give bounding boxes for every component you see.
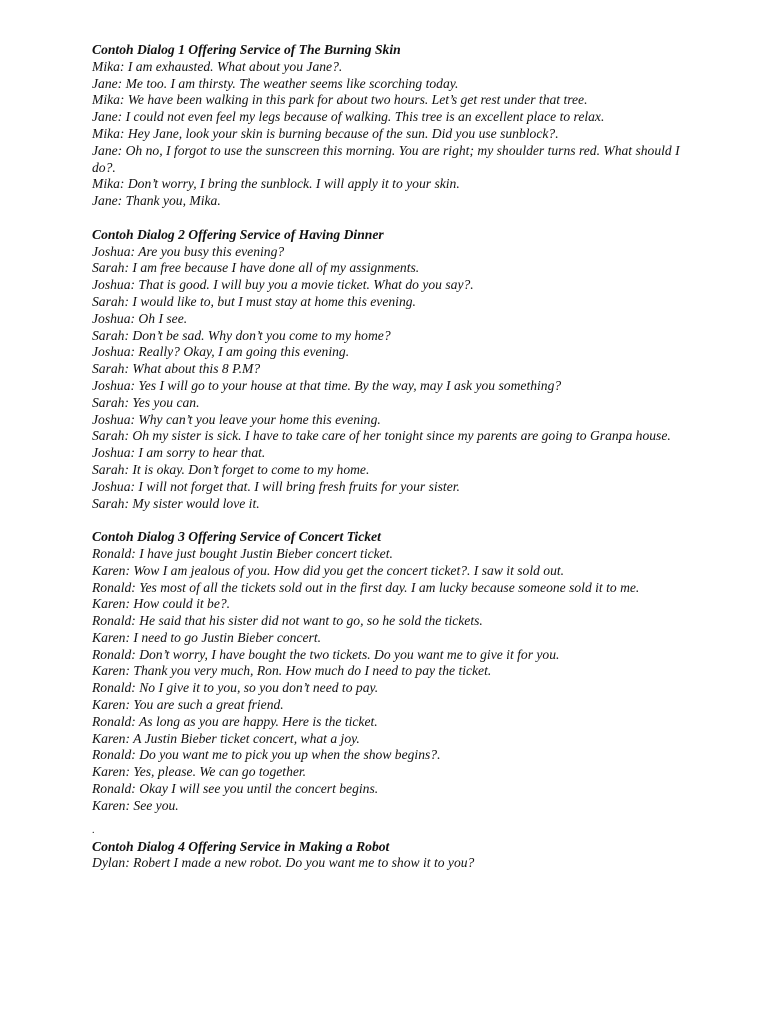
dialog-line: Sarah: It is okay. Don’t forget to come to my home. [92, 461, 370, 477]
dialog-line: Mika: Don’t worry, I bring the sunblock. I will apply it to your skin. [92, 176, 460, 192]
dialog-line: Sarah: Oh my sister is sick. I have to take care of her tonight since my parents are going to Granpa house. [92, 428, 671, 444]
dialog-line: Sarah: What about this 8 P.M? [92, 361, 261, 377]
dialog-line: Sarah: Don’t be sad. Why don’t you come to my home? [92, 327, 391, 343]
dialog-section-2 [92, 227, 692, 513]
dialog-line: Jane: I could not even feel my legs because of walking. This tree is an excellent place to relax. [92, 109, 605, 125]
dialog-line: Joshua: That is good. I will buy you a movie ticket. What do you say?. [92, 277, 474, 293]
dialog-section-3 [92, 529, 692, 815]
dialog-line: Joshua: Why can’t you leave your home this evening. [92, 411, 381, 427]
dialog-line: Sarah: My sister would love it. [92, 495, 260, 511]
dialog-line: Jane: Thank you, Mika. [92, 193, 221, 209]
dialog-line: Karen: Yes, please. We can go together. [92, 764, 307, 780]
dialog-heading: Contoh Dialog 1 Offering Service of The Burning Skin [92, 42, 401, 57]
dialog-line: Joshua: Oh I see. [92, 310, 188, 326]
dialog-line: Mika: Hey Jane, look your skin is burning because of the sun. Did you use sunblock?. [92, 125, 559, 141]
dialog-line: Ronald: Don’t worry, I have bought the two tickets. Do you want me to give it for you. [92, 646, 560, 662]
dialog-line: Ronald: No I give it to you, so you don’t need to pay. [92, 680, 379, 696]
dialog-line: Karen: I need to go Justin Bieber concert. [92, 629, 322, 645]
document-content [92, 42, 692, 889]
dialog-line: Karen: Wow I am jealous of you. How did you get the concert ticket?. I saw it sold out. [92, 562, 565, 578]
dialog-line: Ronald: Okay I will see you until the concert begins. [92, 781, 379, 797]
dialog-line: Sarah: Yes you can. [92, 394, 200, 410]
dialog-line: Joshua: Are you busy this evening? [92, 243, 285, 259]
dialog-line: Karen: A Justin Bieber ticket concert, what a joy. [92, 730, 360, 746]
dialog-line: Ronald: Yes most of all the tickets sold out in the first day. I am lucky because someone sold it to me. [92, 579, 640, 595]
dialog-line: Jane: Me too. I am thirsty. The weather seems like scorching today. [92, 75, 459, 91]
dialog-heading: Contoh Dialog 4 Offering Service in Making a Robot [92, 838, 390, 854]
dialog-line: Joshua: Yes I will go to your house at that time. By the way, may I ask you something? [92, 377, 562, 393]
dialog-section-1 [92, 42, 692, 210]
dialog-heading: Contoh Dialog 3 Offering Service of Concert Ticket [92, 529, 381, 545]
dialog-line: Ronald: As long as you are happy. Here is the ticket. [92, 713, 378, 729]
dialog-line: Joshua: I will not forget that. I will bring fresh fruits for your sister. [92, 478, 460, 494]
dialog-line: Sarah: I would like to, but I must stay at home this evening. [92, 293, 416, 309]
dialog-line: Karen: You are such a great friend. [92, 697, 284, 713]
dialog-line: Mika: We have been walking in this park for about two hours. Let’s get rest under that tree. [92, 92, 588, 108]
dialog-line: Karen: See you. [92, 797, 179, 813]
dialog-line: Ronald: He said that his sister did not want to go, so he sold the tickets. [92, 613, 483, 629]
dialog-line: Mika: I am exhausted. What about you Jane?. [92, 58, 343, 74]
dialog-line: Dylan: Robert I made a new robot. Do you want me to show it to you? [92, 855, 475, 871]
dialog-line: Jane: Oh no, I forgot to use the sunscreen this morning. You are right; my shoulder turns red. What should I do?. [92, 142, 680, 175]
dialog-section-4 [92, 823, 692, 873]
dialog-line: Sarah: I am free because I have done all of my assignments. [92, 260, 420, 276]
stray-mark: . [92, 824, 95, 836]
dialog-line: Joshua: Really? Okay, I am going this evening. [92, 344, 350, 360]
dialog-heading: Contoh Dialog 2 Offering Service of Having Dinner [92, 226, 384, 242]
dialog-line: Ronald: I have just bought Justin Bieber concert ticket. [92, 545, 393, 561]
dialog-line: Joshua: I am sorry to hear that. [92, 445, 266, 461]
dialog-line: Karen: How could it be?. [92, 596, 231, 612]
dialog-line: Karen: Thank you very much, Ron. How much do I need to pay the ticket. [92, 663, 492, 679]
dialog-line: Ronald: Do you want me to pick you up when the show begins?. [92, 747, 441, 763]
